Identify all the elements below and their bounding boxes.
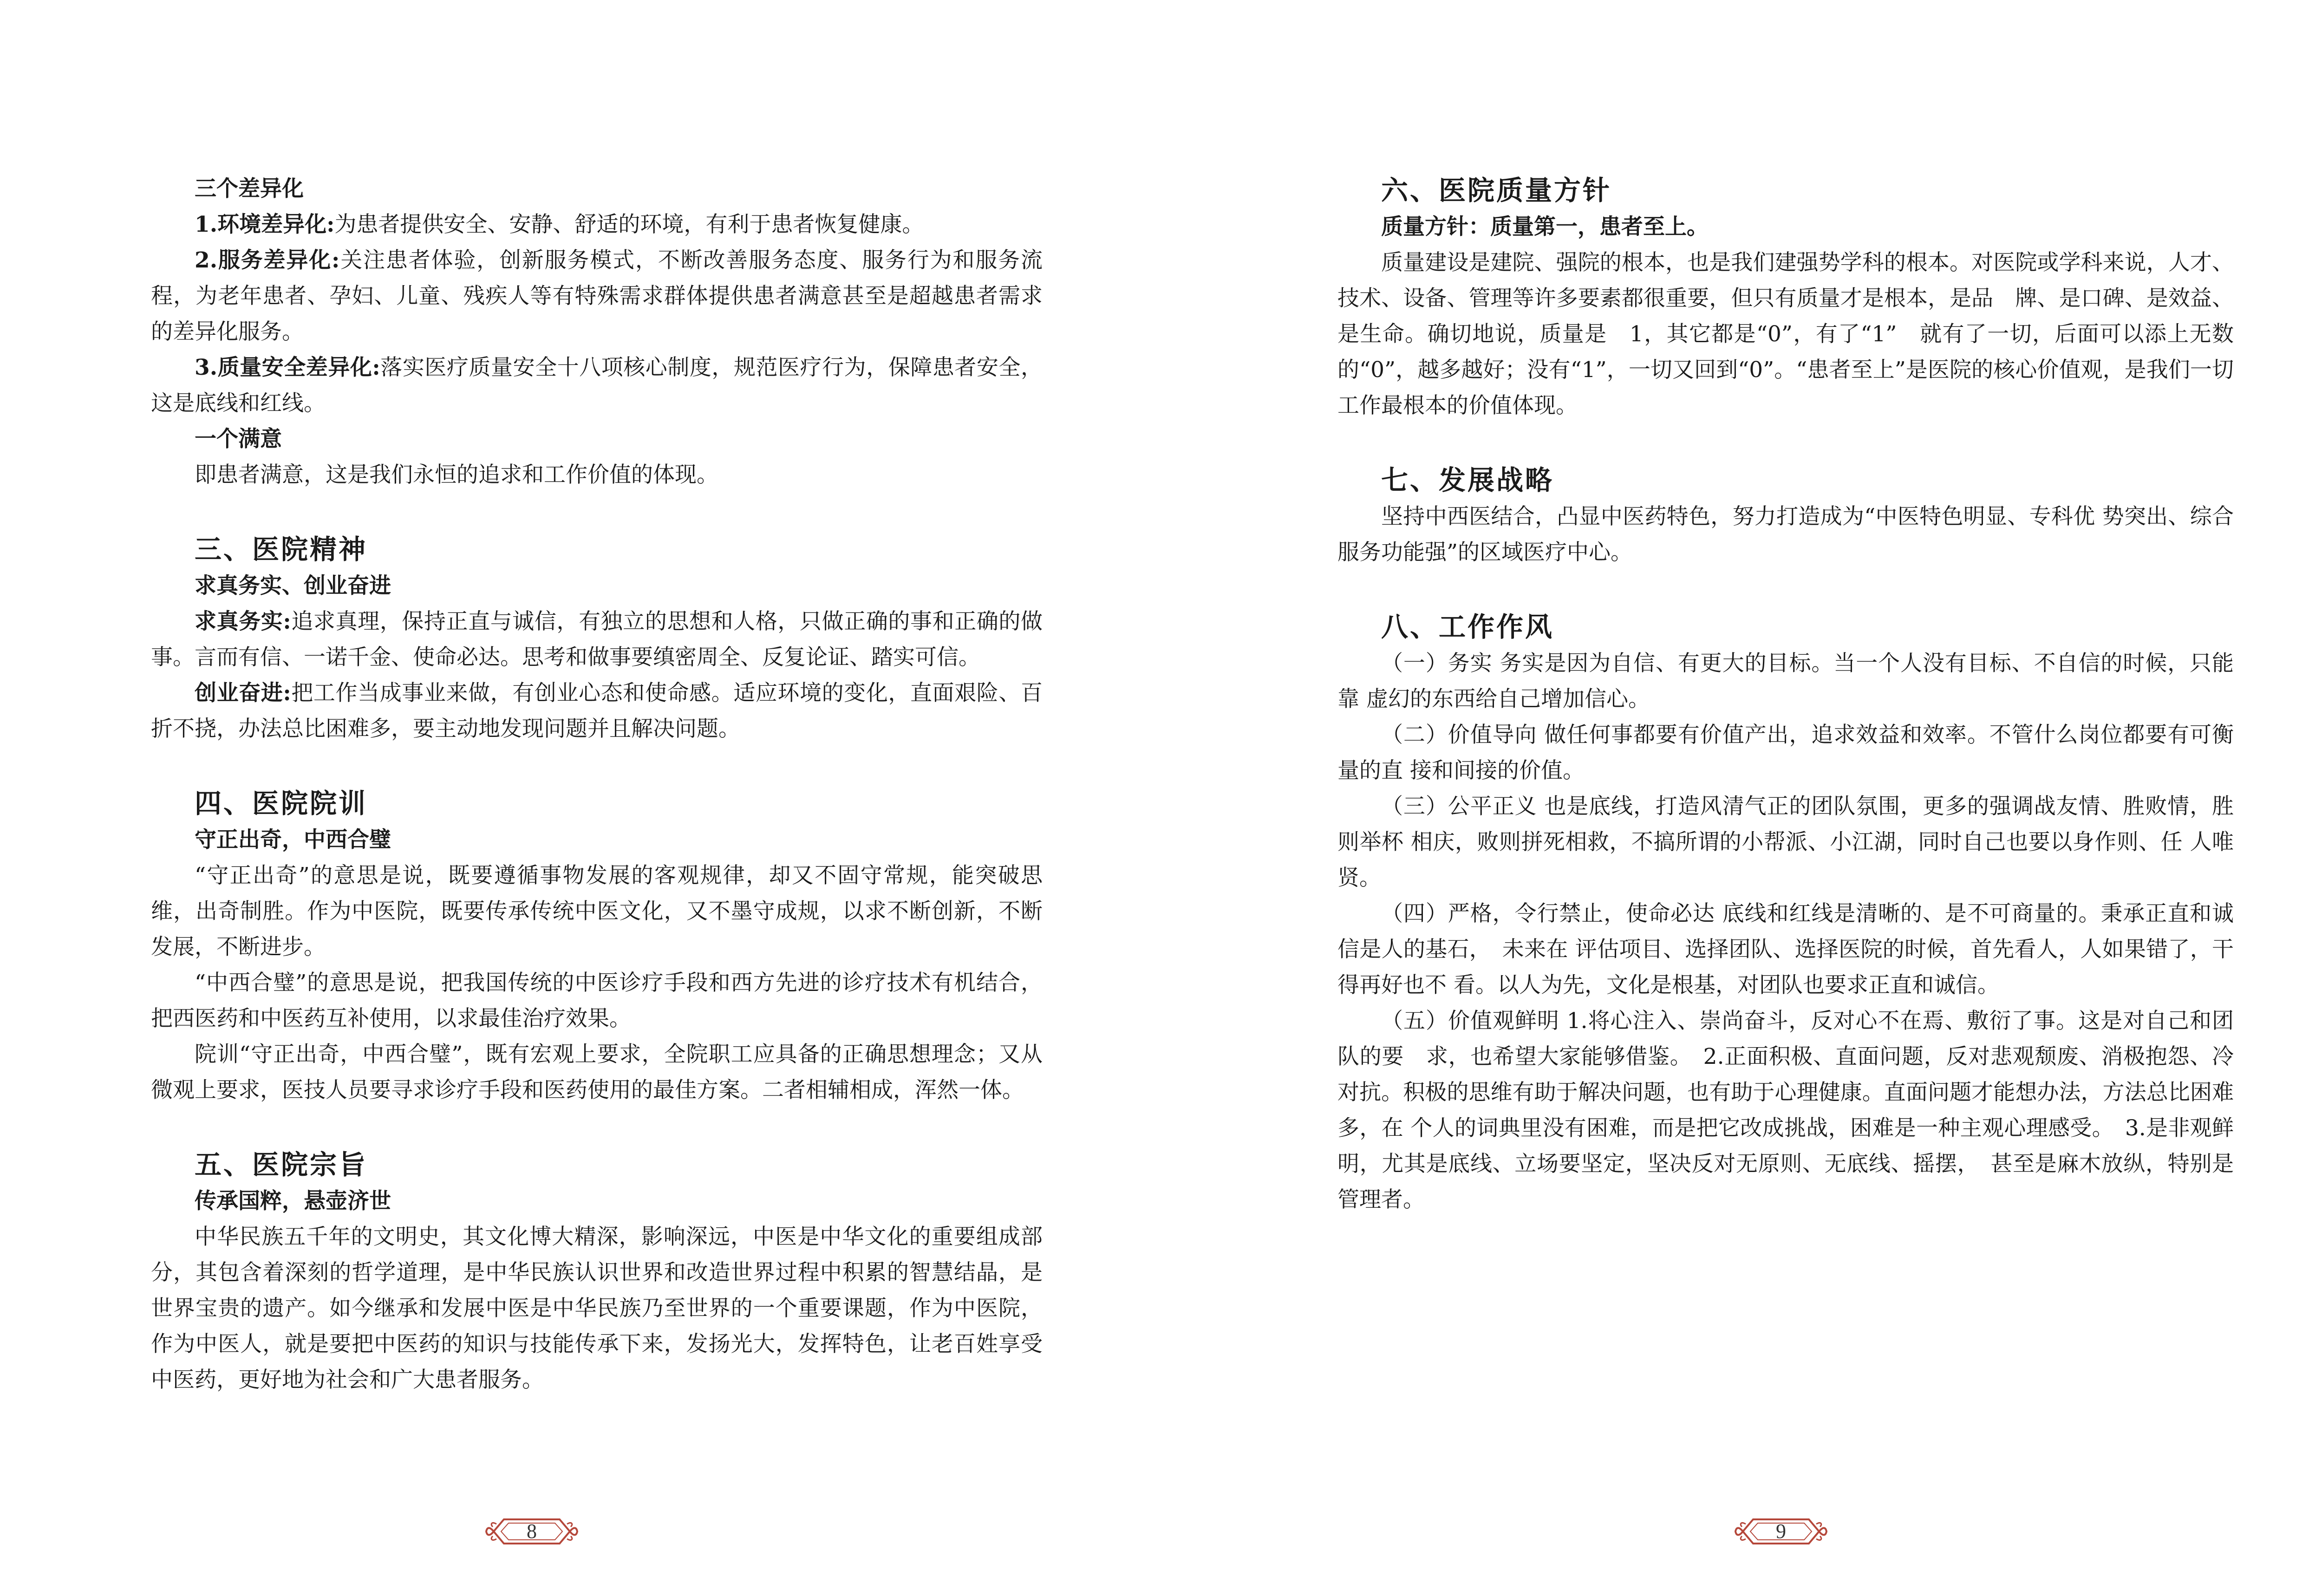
diff-item-label: 2.服务差异化: bbox=[195, 248, 340, 273]
quality-paragraph: 质量建设是建院、强院的根本，也是我们建强势学科的根本。对医院或学科来说，人才、技术、设备、管理等许多要素都很重要，但只有质量才是根本，是品 牌、是口碑、是效益、是生命。确切地说，质量是 1，其它都是“0”，有了“1” 就有了一切，后面可以添上无数的“0”，越多越好；没有“1”，一切又回到“0”。“患者至上”是医院的核心价值观，是我们一切工作最根本的价值体现。 bbox=[1337, 250, 2234, 418]
diff-title: 三个差异化 bbox=[195, 176, 304, 202]
section-heading-style: 八、工作作风 bbox=[1381, 611, 1554, 643]
style-paragraph: （一）务实 务实是因为自信、有更大的目标。当一个人没有目标、不自信的时候，只能靠 虚幻的东西给自己增加信心。 bbox=[1337, 651, 2234, 712]
right-page-content bbox=[1337, 172, 2234, 1218]
spirit-item-text: 把工作当成事业来做，有创业心态和使命感。适应环境的变化，直面艰险、百折不挠，办法总比困难多，要主动地发现问题并且解决问题。 bbox=[151, 680, 1043, 742]
diff-item-label: 1.环境差异化: bbox=[195, 212, 335, 237]
section-heading-strategy: 七、发展战略 bbox=[1381, 464, 1554, 496]
section-subheading-purpose: 传承国粹，悬壶济世 bbox=[195, 1188, 391, 1214]
style-paragraph: （五）价值观鲜明 1.将心注入、崇尚奋斗，反对心不在焉、敷衍了事。这是对自己和团队的要 求，也希望大家能够借鉴。 2.正面积极、直面问题，反对悲观颓废、消极抱怨、冷对抗。积极的思维有助于解决问题，也有助于心理健康。直面问题才能想办法，方法总比困难多，在 个人的词典里没有困难，而是把它改成挑战，困难是一种主观心理感受。 3.是非观鲜明，尤其是底线、立场要坚定，坚决反对无原则、无底线、摇摆， 甚至是麻木放纵，特别是管理者。 bbox=[1337, 1008, 2234, 1212]
motto-paragraph: “中西合璧”的意思是说，把我国传统的中医诊疗手段和西方先进的诊疗技术有机结合，把西医药和中医药互补使用，以求最佳治疗效果。 bbox=[151, 970, 1043, 1031]
diff-item-environment bbox=[151, 207, 1043, 242]
section-heading-spirit: 三、医院精神 bbox=[195, 534, 368, 565]
satisfaction-text: 即患者满意，这是我们永恒的追求和工作价值的体现。 bbox=[195, 462, 718, 488]
style-paragraph: （四）严格，令行禁止，使命必达 底线和红线是清晰的、是不可商量的。秉承正直和诚信是人的基石， 未来在 评估项目、选择团队、选择医院的时候，首先看人，人如果错了，干得再好也不 看。以人为先，文化是根基，对团队也要求正直和诚信。 bbox=[1337, 901, 2234, 998]
spirit-item bbox=[151, 675, 1043, 747]
right-page bbox=[1168, 0, 2322, 1596]
section-subheading-spirit: 求真务实、创业奋进 bbox=[195, 573, 391, 599]
diff-item-text: 关注患者体验，创新服务模式，不断改善服务态度、服务行为和服务流程，为老年患者、孕妇、儿童、残疾人等有特殊需求群体提供患者满意甚至是超越患者需求的差异化服务。 bbox=[151, 248, 1043, 345]
satisfaction-title: 一个满意 bbox=[195, 426, 282, 452]
diff-item-quality-safety bbox=[151, 350, 1043, 421]
strategy-paragraph: 坚持中西医结合，凸显中医药特色，努力打造成为“中医特色明显、专科优 势突出、综合服务功能强”的区域医疗中心。 bbox=[1337, 504, 2234, 565]
spirit-item-label: 求真务实: bbox=[195, 609, 291, 634]
section-subheading-quality: 质量方针：质量第一，患者至上。 bbox=[1381, 214, 1709, 240]
section-subheading-motto: 守正出奇，中西合璧 bbox=[195, 827, 391, 853]
spirit-item-label: 创业奋进: bbox=[195, 680, 291, 706]
style-paragraph: （二）价值导向 做任何事都要有价值产出，追求效益和效率。不管什么岗位都要有可衡量的直 接和间接的价值。 bbox=[1337, 722, 2234, 783]
style-paragraph: （三）公平正义 也是底线，打造风清气正的团队氛围，更多的强调战友情、胜败情，胜则举杯 相庆，败则拼死相救，不搞所谓的小帮派、小江湖，同时自己也要以身作则、任 人唯贤。 bbox=[1337, 794, 2234, 891]
section-heading-quality: 六、医院质量方针 bbox=[1381, 175, 1612, 206]
left-page-content bbox=[151, 171, 1043, 1398]
diff-item-service bbox=[151, 242, 1043, 350]
section-heading-motto: 四、医院院训 bbox=[195, 788, 368, 819]
section-heading-purpose: 五、医院宗旨 bbox=[195, 1149, 368, 1180]
motto-paragraph: 院训“守正出奇，中西合璧”，既有宏观上要求，全院职工应具备的正确思想理念；又从微观上要求，医技人员要寻求诊疗手段和医药使用的最佳方案。二者相辅相成，浑然一体。 bbox=[151, 1042, 1043, 1103]
spirit-item bbox=[151, 604, 1043, 675]
spirit-item-text: 追求真理，保持正直与诚信，有独立的思想和人格，只做正确的事和正确的做事。言而有信、一诺千金、使命必达。思考和做事要缜密周全、反复论证、踏实可信。 bbox=[151, 609, 1043, 670]
diff-item-text: 落实医疗质量安全十八项核心制度，规范医疗行为，保障患者安全，这是底线和红线。 bbox=[151, 355, 1043, 416]
page-number: 8 bbox=[527, 1520, 537, 1543]
page-number-badge bbox=[1735, 1513, 1827, 1550]
page-number: 9 bbox=[1776, 1520, 1786, 1543]
diff-item-label: 3.质量安全差异化: bbox=[195, 355, 380, 380]
motto-paragraph: “守正出奇”的意思是说，既要遵循事物发展的客观规律，却又不固守常规，能突破思维，出奇制胜。作为中医院，既要传承传统中医文化，又不墨守成规，以求不断创新，不断发展，不断进步。 bbox=[151, 863, 1043, 960]
diff-item-text: 为患者提供安全、安静、舒适的环境，有利于患者恢复健康。 bbox=[334, 212, 924, 237]
purpose-paragraph: 中华民族五千年的文明史，其文化博大精深，影响深远，中医是中华文化的重要组成部分，其包含着深刻的哲学道理，是中华民族认识世界和改造世界过程中积累的智慧结晶，是世界宝贵的遗产。如今继承和发展中医是中华民族乃至世界的一个重要课题，作为中医院，作为中医人，就是要把中医药的知识与技能传承下来，发扬光大，发挥特色，让老百姓享受中医药，更好地为社会和广大患者服务。 bbox=[151, 1224, 1043, 1393]
page-number-badge bbox=[485, 1513, 578, 1550]
